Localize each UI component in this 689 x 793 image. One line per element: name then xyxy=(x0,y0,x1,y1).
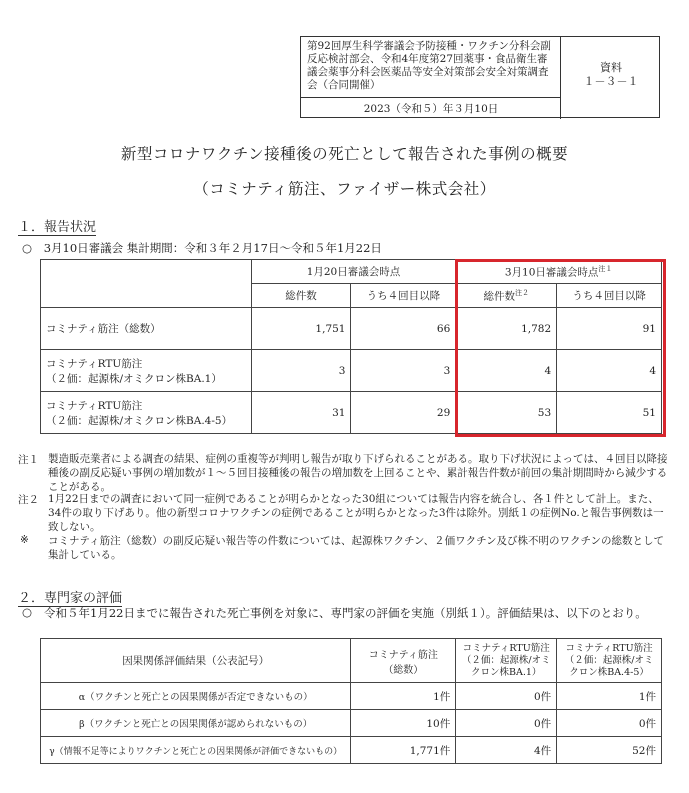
meeting-date: 2023（令和５）年３月10日 xyxy=(363,103,499,115)
cell-value: 1,751 xyxy=(251,308,351,350)
cell-value: 10件 xyxy=(351,710,456,737)
col-header-4th-jan: うち４回目以降 xyxy=(351,284,456,308)
page-title: 新型コロナワクチン接種後の死亡として報告された事例の概要 xyxy=(120,145,569,163)
cell-value: 29 xyxy=(351,392,456,434)
cell-value: 3 xyxy=(251,350,351,392)
asterisk-mark: ※ xyxy=(20,534,29,546)
cell-value: 1件 xyxy=(351,683,456,710)
cell-value: 52件 xyxy=(557,737,662,764)
col-header-4th-mar: うち４回目以降 xyxy=(557,284,662,308)
section2-text: 令和５年1月22日までに報告された死亡事例を対象に、専門家の評価を実施（別紙１）。評価結果は、以下のとおり。 xyxy=(44,606,647,620)
cell-value: 91 xyxy=(557,308,662,350)
cell-value: 4 xyxy=(557,350,662,392)
group-header-jan20: 1月20日審議会時点 xyxy=(251,260,456,284)
cell-value: 1件 xyxy=(557,683,662,710)
document-id-number: １－３－１ xyxy=(583,75,639,88)
eval-label-gamma: γ（情報不足等によりワクチンと死亡との因果関係が評価できないもの） xyxy=(41,737,351,764)
note-ref-1: 注１ xyxy=(598,264,613,273)
header-divider xyxy=(301,97,561,98)
section1-heading: １．報告状況 xyxy=(18,220,97,235)
cell-value: 31 xyxy=(251,392,351,434)
eval-label-beta: β（ワクチンと死亡との因果関係が認められないもの） xyxy=(41,710,351,737)
period-text: 3月10日審議会 集計期間：令和３年２月17日～令和５年1月22日 xyxy=(43,241,382,255)
eval-col-header-comirnaty: コミナティ筋注 （総数） xyxy=(351,639,456,683)
eval-col-header-rtu-ba1: コミナティRTU筋注 （２価：起源株/オミ クロン株BA.1） xyxy=(456,639,557,683)
cell-value: 53 xyxy=(456,392,557,434)
cell-value: 4件 xyxy=(456,737,557,764)
bullet-marker: ○ xyxy=(22,241,33,255)
evaluation-table xyxy=(40,638,662,764)
page-subtitle: （コミナティ筋注、ファイザー株式会社） xyxy=(193,180,496,198)
cell-value: 0件 xyxy=(456,710,557,737)
eval-label-alpha: α（ワクチンと死亡との因果関係が否定できないもの） xyxy=(41,683,351,710)
section2-bullet: ○ xyxy=(22,605,33,619)
aggregation-period xyxy=(22,240,382,256)
row-label: コミナティRTU筋注 （２価：起源株/オミクロン株BA.4-5） xyxy=(41,392,252,434)
note3-text: コミナティ筋注（総数）の副反応疑い報告等の件数については、起源株ワクチン、２価ワクチン及び株不明のワクチンの総数として集計している。 xyxy=(48,535,665,561)
cell-value: 66 xyxy=(351,308,456,350)
section2-heading: ２．専門家の評価 xyxy=(18,591,123,606)
cell-value: 1,771件 xyxy=(351,737,456,764)
eval-col-header-rtu-ba45: コミナティRTU筋注 （２価：起源株/オミ クロン株BA.4-5） xyxy=(557,639,662,683)
note2-text: 1月22日までの調査において同一症例であることが明らかとなった30組については報告内容を統合し、各１件として計上。また、34件の取り下げあり。他の新型コロナワクチンの症例であることが明らかとなった3件は除外。別紙１の症例No.と報告事例数は一致しない。 xyxy=(48,493,664,533)
eval-col-header-causality: 因果関係評価結果（公表記号） xyxy=(41,639,351,683)
header-box xyxy=(300,36,660,118)
table-row xyxy=(41,737,662,764)
document-id xyxy=(563,61,659,89)
header-committee-cell xyxy=(301,37,561,119)
note1-mark: 注１ xyxy=(18,454,39,466)
col-header-total-mar: 総件数$^{注2}$ xyxy=(456,284,557,308)
highlight-box xyxy=(455,259,666,437)
cell-value: 0件 xyxy=(456,683,557,710)
table-row xyxy=(41,710,662,737)
row-label: コミナティRTU筋注 （２価：起源株/オミクロン株BA.1） xyxy=(41,350,252,392)
col-header-total-jan: 総件数 xyxy=(251,284,351,308)
note2-mark: 注２ xyxy=(18,494,39,506)
note1-text: 製造販売業者による調査の結果、症例の重複等が判明し報告が取り下げられることがある。取り下げ状況によっては、４回目以降接種後の副反応疑い事例の増加数が１～５回目接種後の報告の増加数を上回ることや、累計報告件数が前回の集計期間時から減少することがある。 xyxy=(48,453,668,493)
row-label: コミナティ筋注（総数） xyxy=(41,308,252,350)
cell-value: 0件 xyxy=(557,710,662,737)
cell-value: 4 xyxy=(456,350,557,392)
cell-value: 1,782 xyxy=(456,308,557,350)
cell-value: 3 xyxy=(351,350,456,392)
cell-value: 51 xyxy=(557,392,662,434)
table-row xyxy=(41,683,662,710)
committee-name: 第92回厚生科学審議会予防接種・ワクチン分科会副反応検討部会、令和4年度第27回薬事・食品衛生審議会薬事分科会医薬品等安全対策部会安全対策調査会（合同開催） xyxy=(307,40,551,91)
document-id-label: 資料 xyxy=(600,61,622,74)
group-header-mar10: 3月10日審議会時点$^{注1}$ xyxy=(456,260,662,284)
note-ref-2: 注２ xyxy=(514,288,529,297)
table-corner-cell xyxy=(41,260,252,308)
